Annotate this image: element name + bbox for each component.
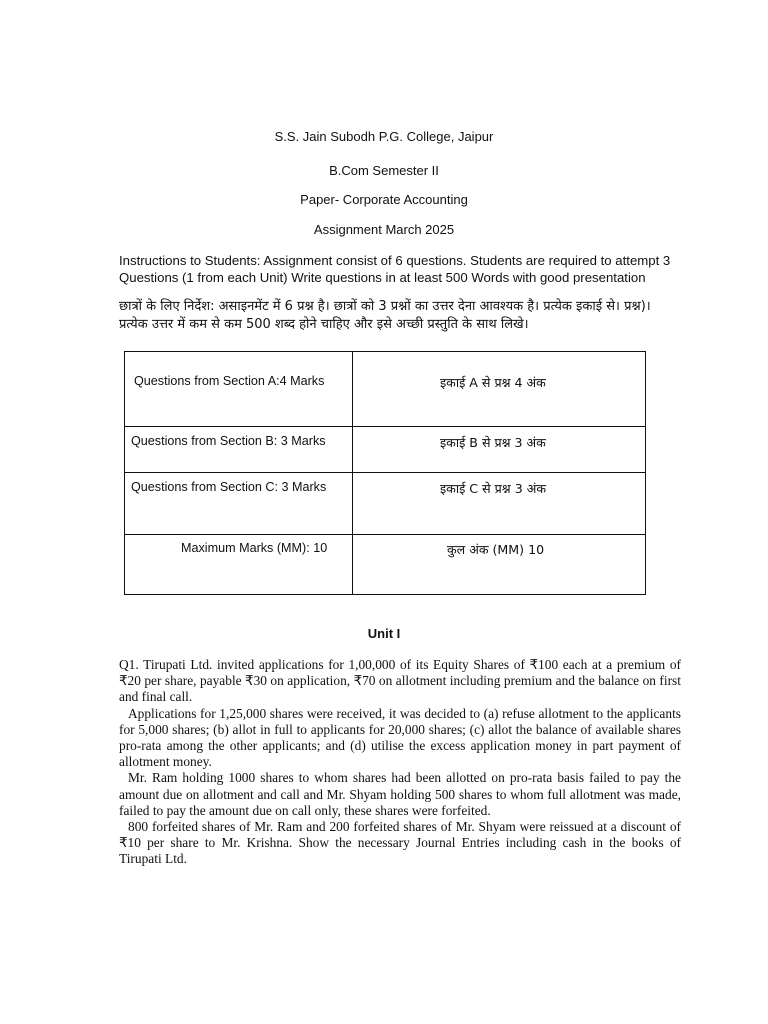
max-marks-hindi-cell: कुल अंक (MM) 10 <box>353 535 646 595</box>
table-row <box>125 473 646 535</box>
instructions-hindi-line-2: प्रत्येक उत्तर में कम से कम 500 शब्द होने चाहिए और इसे अच्छी प्रस्तुति के साथ लिखे। <box>119 317 529 332</box>
section-c-hindi-cell: इकाई C से प्रश्न 3 अंक <box>353 473 646 535</box>
marks-table <box>124 351 646 595</box>
section-b-hindi-cell: इकाई B से प्रश्न 3 अंक <box>353 427 646 473</box>
section-a-hindi-cell: इकाई A से प्रश्न 4 अंक <box>353 352 646 427</box>
max-marks-cell: Maximum Marks (MM): 10 <box>125 535 353 595</box>
paper-title: Paper- Corporate Accounting <box>300 192 468 207</box>
table-row <box>125 535 646 595</box>
question-1-para-1: Q1. Tirupati Ltd. invited applications for 1,00,000 of its Equity Shares of ₹100 each at a premium of ₹20 per share, payable ₹30 on application, ₹70 on allotment including premium and the balance on first and final call. <box>119 657 681 705</box>
question-1-para-3: Mr. Ram holding 1000 shares to whom shares had been allotted on pro-rata basis failed to pay the amount due on allotment and call and Mr. Shyam holding 500 shares to whom full allotment was made, failed to pay the amount due on call only, these shares were forfeited. <box>119 770 681 818</box>
section-a-cell: Questions from Section A:4 Marks <box>125 352 353 427</box>
instructions-line-2: Questions (1 from each Unit) Write questions in at least 500 Words with good presentation <box>119 270 646 285</box>
question-1-para-4: 800 forfeited shares of Mr. Ram and 200 forfeited shares of Mr. Shyam were reissued at a discount of ₹10 per share to Mr. Krishna. Show the necessary Journal Entries including cash in the books of Tirupati Ltd. <box>119 819 681 867</box>
table-row <box>125 427 646 473</box>
table-row <box>125 352 646 427</box>
course-name: B.Com Semester II <box>329 163 439 178</box>
instructions-hindi-line-1: छात्रों के लिए निर्देश: असाइनमेंट में 6 प्रश्न है। छात्रों को 3 प्रश्नों का उत्तर देना आवश्यक है। प्रत्येक इकाई से। प्रश्न)। <box>119 299 651 314</box>
instructions-hindi <box>119 298 689 334</box>
section-c-cell: Questions from Section C: 3 Marks <box>125 473 353 535</box>
instructions-english <box>119 252 679 286</box>
question-1 <box>119 657 681 868</box>
assignment-title: Assignment March 2025 <box>313 222 455 237</box>
section-b-cell: Questions from Section B: 3 Marks <box>125 427 353 473</box>
instructions-line-1: Instructions to Students: Assignment consist of 6 questions. Students are required to attempt 3 <box>119 253 671 268</box>
unit-heading: Unit I <box>367 626 401 641</box>
question-1-para-2: Applications for 1,25,000 shares were received, it was decided to (a) refuse allotment to the applicants for 5,000 shares; (b) allot in full to applicants for 20,000 shares; (c) allot the balance of available shares pro-rata among the other applicants; and (d) utilise the excess application money in part payment of allotment money. <box>119 705 681 770</box>
college-name: S.S. Jain Subodh P.G. College, Jaipur <box>274 129 494 144</box>
